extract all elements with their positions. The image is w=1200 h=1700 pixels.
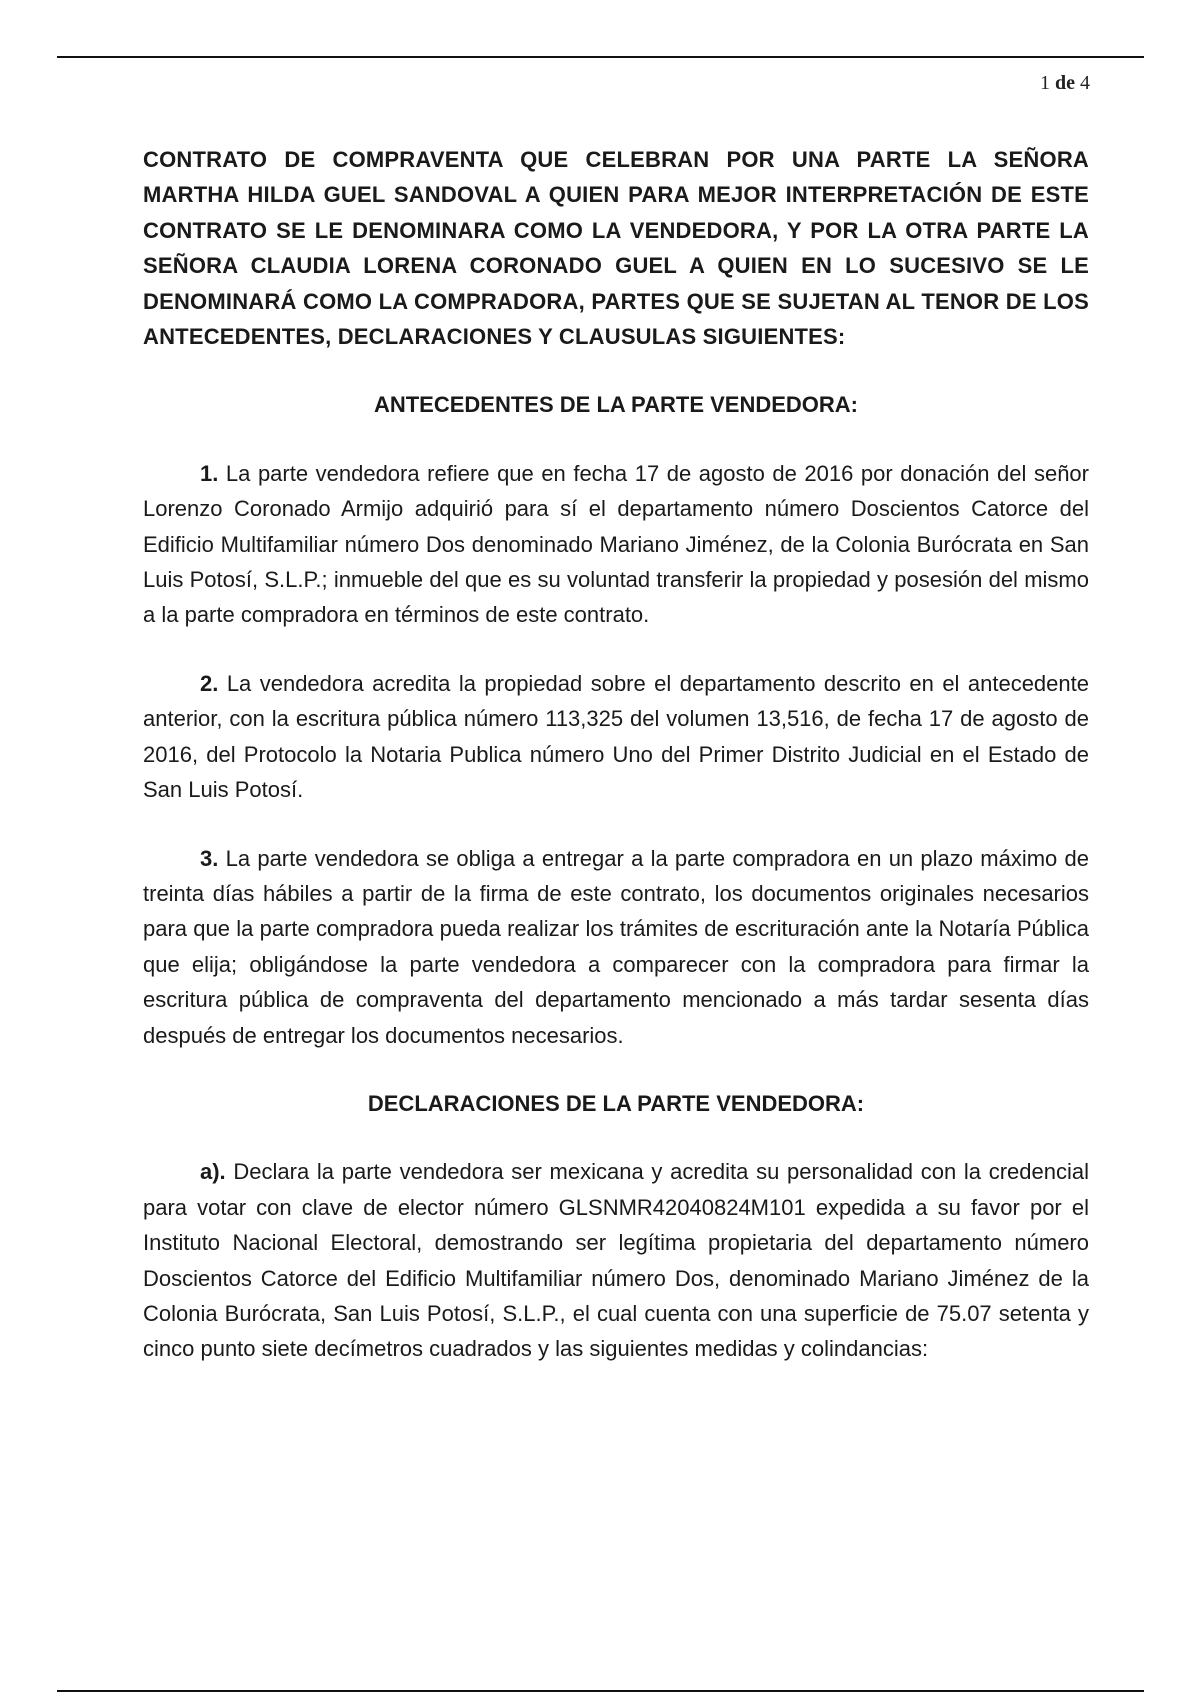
antecedente-item	[143, 456, 1089, 633]
page-separator: de	[1055, 72, 1075, 94]
antecedente-number: 3.	[200, 845, 219, 871]
antecedente-item	[143, 666, 1089, 808]
page-current: 1	[1040, 72, 1050, 94]
document-body	[143, 142, 1089, 1400]
header-rule	[57, 56, 1144, 58]
declaracion-item	[143, 1154, 1089, 1366]
antecedentes-heading: ANTECEDENTES DE LA PARTE VENDEDORA:	[373, 392, 859, 418]
declaraciones-heading: DECLARACIONES DE LA PARTE VENDEDORA:	[367, 1090, 865, 1116]
antecedente-text: La parte vendedora se obliga a entregar a la parte compradora en un plazo máximo de treinta días hábiles a partir de la firma de este contrato, los documentos originales necesarios para que la parte compradora pueda realizar los trámites de escrituración ante la Notaría Pública que elija; obligándose la parte vendedora a comparecer con la compradora para firmar la escritura pública de compraventa del departamento mencionado a más tardar sesenta días después de entregar los documentos necesarios.	[143, 845, 1089, 1048]
declaracion-text: Declara la parte vendedora ser mexicana y acredita su personalidad con la credencial para votar con clave de elector número GLSNMR42040824M101 expedida a su favor por el Instituto Nacional Electoral, demostrando ser legítima propietaria del departamento número Doscientos Catorce del Edificio Multifamiliar número Dos, denominado Mariano Jiménez de la Colonia Burócrata, San Luis Potosí, S.L.P., el cual cuenta con una superficie de 75.07 setenta y cinco punto siete decímetros cuadrados y las siguientes medidas y colindancias:	[143, 1159, 1089, 1362]
antecedente-number: 2.	[200, 670, 219, 696]
footer-rule	[57, 1690, 1144, 1692]
antecedente-item	[143, 841, 1089, 1053]
antecedente-text: La parte vendedora refiere que en fecha 17 de agosto de 2016 por donación del señor Lorenzo Coronado Armijo adquirió para sí el departamento número Doscientos Catorce del Edificio Multifamiliar número Dos denominado Mariano Jiménez, de la Colonia Burócrata en San Luis Potosí, S.L.P.; inmueble del que es su voluntad transferir la propiedad y posesión del mismo a la parte compradora en términos de este contrato.	[143, 460, 1089, 628]
antecedente-number: 1.	[200, 460, 219, 486]
page-total: 4	[1080, 72, 1090, 94]
page-number	[1040, 72, 1090, 95]
declaracion-letter: a).	[200, 1159, 226, 1185]
contract-title: CONTRATO DE COMPRAVENTA QUE CELEBRAN POR UNA PARTE LA SEÑORA MARTHA HILDA GUEL SANDOVAL A QUIEN PARA MEJOR INTERPRETACIÓN DE ESTE CONTRATO SE LE DENOMINARA COMO LA VENDEDORA, Y POR LA OTRA PARTE LA SEÑORA CLAUDIA LORENA CORONADO GUEL A QUIEN EN LO SUCESIVO SE LE DENOMINARÁ COMO LA COMPRADORA, PARTES QUE SE SUJETAN AL TENOR DE LOS ANTECEDENTES, DECLARACIONES Y CLAUSULAS SIGUIENTES:	[143, 147, 1089, 350]
antecedente-text: La vendedora acredita la propiedad sobre el departamento descrito en el antecedente anterior, con la escritura pública número 113,325 del volumen 13,516, de fecha 17 de agosto de 2016, del Protocolo la Notaria Publica número Uno del Primer Distrito Judicial en el Estado de San Luis Potosí.	[143, 670, 1089, 803]
